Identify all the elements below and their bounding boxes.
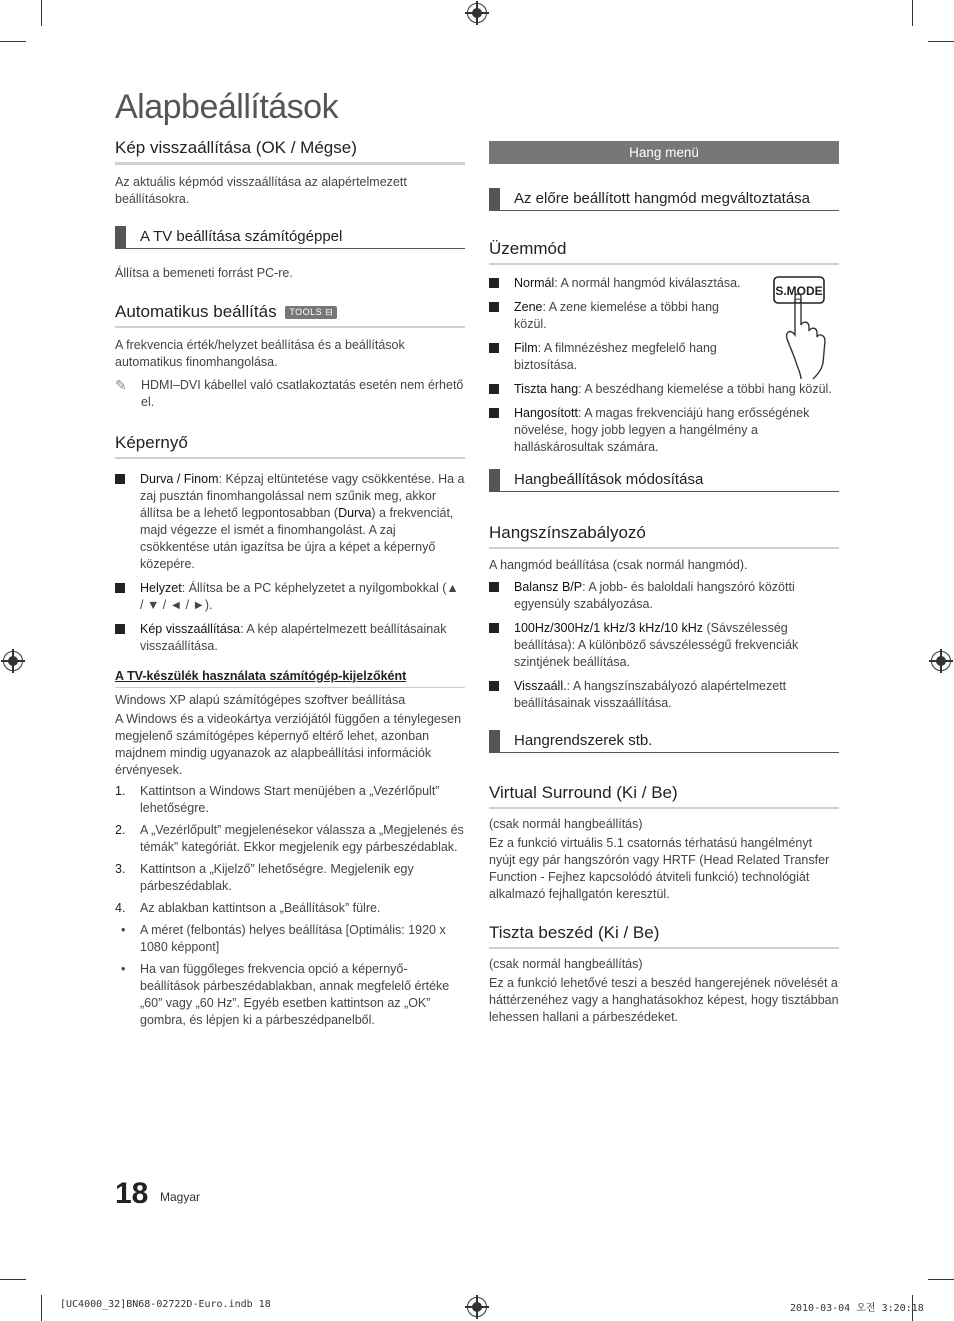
item-term: 100Hz/300Hz/1 kHz/3 kHz/10 kHz — [514, 621, 703, 635]
step-text: Kattintson a „Kijelző” lehetőségre. Megjelenik egy párbeszédablak. — [140, 862, 414, 893]
footer-file-info: [UC4000_32]BN68-02722D-Euro.indb 18 — [60, 1299, 271, 1310]
bullet-item — [115, 961, 465, 1029]
step-number: 2. — [115, 823, 126, 837]
sound-menu-banner: Hang menü — [489, 141, 839, 164]
crop-mark — [0, 41, 26, 42]
equalizer-list — [489, 579, 839, 712]
crop-mark — [912, 0, 913, 26]
left-column — [115, 138, 465, 1034]
item-term: Balansz B/P — [514, 580, 583, 594]
virtual-surround-note: (csak normál hangbeállítás) — [489, 817, 643, 831]
right-column — [489, 141, 839, 1026]
subheading-bar — [115, 226, 126, 248]
step-number: 1. — [115, 784, 126, 798]
subheading-pc-setup — [115, 228, 465, 249]
item-text: : A hangszínszabályozó alapértelmezett beállításainak visszaállítása. — [514, 679, 787, 710]
list-item — [115, 580, 465, 614]
bullet-item — [115, 922, 465, 956]
crop-mark — [928, 41, 954, 42]
tools-icon: ⊟ — [325, 307, 334, 317]
item-term: Durva — [338, 506, 372, 520]
section-heading-picture-reset: Kép visszaállítása (OK / Mégse) — [115, 138, 465, 165]
list-item — [489, 579, 839, 613]
page-title: Alapbeállítások — [115, 88, 339, 126]
square-bullet-icon — [489, 384, 499, 394]
item-term: Durva / Finom — [140, 472, 219, 486]
section-heading-equalizer: Hangszínszabályozó — [489, 523, 839, 549]
bullet-list — [115, 922, 465, 1029]
square-bullet-icon — [115, 474, 125, 484]
picture-reset-text: Az aktuális képmód visszaállítása az alapértelmezett beállításokra. — [115, 175, 407, 206]
crop-mark — [41, 0, 42, 26]
registration-mark-icon — [3, 651, 23, 671]
item-term: Helyzet — [140, 581, 182, 595]
item-term: Zene — [514, 300, 543, 314]
list-item — [489, 405, 839, 456]
item-text: (Sávszélesség beállítása): A különböző sávszélességű frekvenciák szintjének beállítása. — [514, 621, 799, 669]
list-item — [115, 621, 465, 655]
steps-list — [115, 783, 465, 917]
square-bullet-icon — [489, 278, 499, 288]
auto-adjust-heading-label: Automatikus beállítás — [115, 302, 277, 321]
item-text: ) a frekvenciát, majd végezze el ismét a finomhangolást. A zaj csökkentése után igazítsa be újra a képet a képernyő közepére. — [140, 506, 454, 571]
step-text: Kattintson a Windows Start menüjében a „Vezérlőpult” lehetőségre. — [140, 784, 440, 815]
item-term: Tiszta hang — [514, 382, 579, 396]
item-text: : A jobb- és baloldali hangszóró közötti egyensúly szabályozása. — [514, 580, 795, 611]
registration-mark-icon — [467, 3, 487, 23]
crop-mark — [928, 1279, 954, 1280]
dialog-clarity-note: (csak normál hangbeállítás) — [489, 957, 643, 971]
step-text: A „Vezérlőpult” megjelenésekor válassza a „Megjelenés és témák” kategóriát. Ekkor megjelenik egy párbeszédablak. — [140, 823, 464, 854]
bullet-text: A méret (felbontás) helyes beállítása [Optimális: 1920 x 1080 képpont] — [140, 923, 446, 954]
section-heading-virtual-surround: Virtual Surround (Ki / Be) — [489, 783, 839, 809]
step-item — [115, 783, 465, 817]
pc-monitor-heading: A TV-készülék használata számítógép-kijelzőként — [115, 669, 407, 683]
section-heading-auto-adjust — [115, 302, 465, 328]
subheading-label: Az előre beállított hangmód megváltoztatása — [514, 190, 811, 207]
page-number: 18 — [115, 1177, 149, 1210]
tools-badge — [285, 306, 337, 319]
subheading-label: Hangrendszerek stb. — [514, 732, 653, 749]
note — [115, 377, 465, 411]
subheading-bar — [489, 469, 500, 491]
item-text: : Állítsa be a PC képhelyzetet a nyílgombokkal (▲ / ▼ / ◄ / ►). — [140, 581, 459, 612]
note-text: HDMI–DVI kábellel való csatlakoztatás esetén nem érhető el. — [141, 378, 464, 409]
auto-adjust-text: A frekvencia érték/helyzet beállítása és a beállítások automatikus finomhangolása. — [115, 338, 405, 369]
bullet-dot: • — [121, 923, 126, 937]
item-term: Normál — [514, 276, 555, 290]
step-text: Az ablakban kattintson a „Beállítások” fülre. — [140, 901, 381, 915]
item-text: : A filmnézéshez megfelelő hang biztosítása. — [514, 341, 717, 372]
step-item — [115, 900, 465, 917]
square-bullet-icon — [115, 583, 125, 593]
equalizer-text: A hangmód beállítása (csak normál hangmód). — [489, 558, 748, 572]
item-term: Film — [514, 341, 538, 355]
square-bullet-icon — [489, 623, 499, 633]
list-item — [489, 678, 839, 712]
item-text: : A magas frekvenciájú hang erősségének növelése, hogy jobb legyen a hangélmény a halláskárosultak számára. — [514, 406, 810, 454]
item-term: Kép visszaállítása — [140, 622, 241, 636]
section-heading-dialog-clarity: Tiszta beszéd (Ki / Be) — [489, 923, 839, 949]
step-item — [115, 861, 465, 895]
item-text: : Képzaj eltüntetése vagy csökkentése. Ha a zaj pusztán finomhangolással nem szűnik meg, akkor állítsa be a lehető legpontosabban ( — [140, 472, 465, 520]
bullet-text: Ha van függőleges frekvencia opció a képernyő-beállítások párbeszédablakban, annak megfelelő értéke „60” vagy „60 Hz”. Egyéb esetben kattintson az „OK” gombra, és lépjen ki a párbeszédpanelből. — [140, 962, 450, 1027]
subheading-preset-mode — [489, 190, 839, 211]
page-language: Magyar — [160, 1190, 201, 1204]
square-bullet-icon — [115, 624, 125, 634]
list-item — [115, 471, 465, 573]
step-number: 4. — [115, 901, 126, 915]
item-text: : A normál hangmód kiválasztása. — [554, 276, 741, 290]
subheading-bar — [489, 188, 500, 210]
virtual-surround-text: Ez a funkció virtuális 5.1 csatornás térhatású hangélményt nyújt egy pár hangszórón vagy HRTF (Head Related Transfer Function - Fejhez kapcsolódó átviteli funkció) technológiát alkalmazó fejhallgatón keresztül. — [489, 836, 830, 901]
subheading-label: Hangbeállítások módosítása — [514, 471, 704, 488]
subheading-sound-systems — [489, 732, 839, 753]
subheading-bar — [489, 730, 500, 752]
square-bullet-icon — [489, 582, 499, 592]
item-text: : A beszédhang kiemelése a többi hang közül. — [578, 382, 832, 396]
item-term: Visszaáll. — [514, 679, 567, 693]
square-bullet-icon — [489, 408, 499, 418]
item-term: Hangosított — [514, 406, 578, 420]
screen-list — [115, 471, 465, 655]
step-number: 3. — [115, 862, 126, 876]
item-text: : A kép alapértelmezett beállításainak visszaállítása. — [140, 622, 447, 653]
dialog-clarity-text: Ez a funkció lehetővé teszi a beszéd hangerejének növelését a háttérzenéhez vagy a hanghatásokhoz képest, hogy tisztábban lehessen hallani a párbeszédeket. — [489, 976, 839, 1024]
step-item — [115, 822, 465, 856]
pc-monitor-intro: Windows XP alapú számítógépes szoftver beállítása — [115, 693, 406, 707]
crop-mark — [0, 1279, 26, 1280]
section-heading-screen: Képernyő — [115, 433, 465, 459]
list-item — [489, 381, 839, 398]
pc-setup-text: Állítsa a bemeneti forrást PC-re. — [115, 266, 293, 280]
crop-mark — [41, 1295, 42, 1321]
tools-badge-label: TOOLS — [289, 307, 323, 317]
smode-remote-button-icon — [773, 275, 833, 380]
registration-mark-icon — [467, 1297, 487, 1317]
subheading-sound-settings — [489, 471, 839, 492]
square-bullet-icon — [489, 681, 499, 691]
pencil-note-icon: ✎ — [115, 377, 127, 393]
subheading-label: A TV beállítása számítógéppel — [140, 228, 343, 245]
footer-timestamp: 2010-03-04 오전 3:20:18 — [790, 1303, 924, 1314]
section-heading-mode: Üzemmód — [489, 239, 839, 265]
square-bullet-icon — [489, 302, 499, 312]
square-bullet-icon — [489, 343, 499, 353]
item-text: : A zene kiemelése a többi hang közül. — [514, 300, 720, 331]
pc-monitor-text: A Windows és a videokártya verziójától függően a ténylegesen megjelenő számítógépes képernyő eltérő lehet, azonban majdnem mindig ugyanazok az alapbeállítási információk érvényesek. — [115, 712, 462, 777]
list-item — [489, 620, 839, 671]
bullet-dot: • — [121, 962, 126, 976]
registration-mark-icon — [931, 651, 951, 671]
smode-label: S.MODE — [775, 284, 823, 298]
